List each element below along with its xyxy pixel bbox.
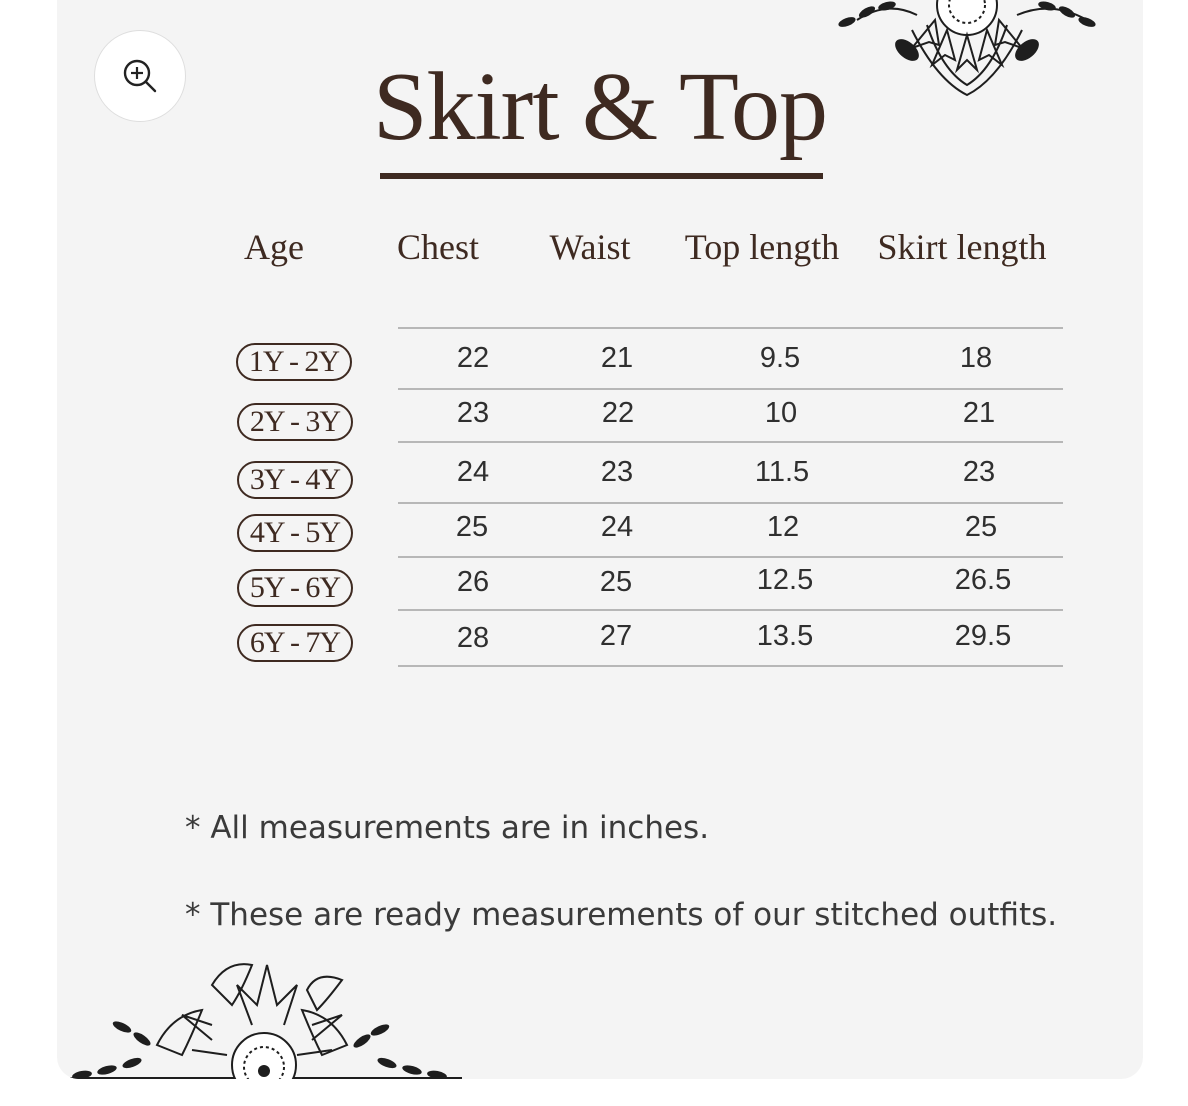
column-header-waist: Waist (549, 227, 631, 267)
table-cell-skirt-length: 26.5 (954, 564, 1012, 596)
table-cell-chest: 28 (456, 622, 490, 654)
table-cell-skirt-length: 29.5 (954, 620, 1012, 652)
table-rule (398, 327, 1063, 329)
table-rule (398, 556, 1063, 558)
table-rule (398, 388, 1063, 390)
age-pill: 5Y - 6Y (237, 569, 353, 607)
age-pill: 6Y - 7Y (237, 624, 353, 662)
table-cell-chest: 26 (456, 566, 490, 598)
table-cell-chest: 25 (455, 511, 489, 543)
table-cell-top-length: 12 (766, 511, 800, 543)
table-cell-top-length: 11.5 (754, 456, 810, 488)
table-cell-skirt-length: 18 (959, 342, 993, 374)
sunflower-decoration-icon (62, 955, 462, 1079)
note-ready-measurements: * These are ready measurements of our stitched outfits. (185, 897, 1058, 933)
table-rule (398, 665, 1063, 667)
table-cell-chest: 24 (456, 456, 490, 488)
table-cell-top-length: 13.5 (756, 620, 814, 652)
column-header-skirt-length: Skirt length (877, 227, 1047, 267)
table-cell-chest: 22 (456, 342, 490, 374)
table-cell-chest: 23 (456, 397, 490, 429)
age-pill: 4Y - 5Y (237, 514, 353, 552)
table-rule (398, 502, 1063, 504)
table-cell-waist: 27 (599, 620, 633, 652)
table-rule (398, 441, 1063, 443)
table-cell-skirt-length: 25 (964, 511, 998, 543)
table-cell-waist: 21 (600, 342, 634, 374)
column-header-chest: Chest (396, 227, 480, 267)
table-cell-skirt-length: 21 (962, 397, 996, 429)
age-pill: 1Y - 2Y (236, 343, 352, 381)
title-underline (380, 173, 823, 179)
table-cell-waist: 24 (600, 511, 634, 543)
age-pill: 2Y - 3Y (237, 403, 353, 441)
table-rule (398, 609, 1063, 611)
table-cell-top-length: 9.5 (759, 342, 801, 374)
age-pill: 3Y - 4Y (237, 461, 353, 499)
table-cell-top-length: 12.5 (756, 564, 814, 596)
table-cell-skirt-length: 23 (962, 456, 996, 488)
table-cell-waist: 22 (601, 397, 635, 429)
chart-title: Skirt & Top (372, 53, 828, 161)
table-cell-waist: 23 (600, 456, 634, 488)
column-header-top-length: Top length (684, 227, 840, 267)
table-cell-top-length: 10 (764, 397, 798, 429)
table-cell-waist: 25 (599, 566, 633, 598)
size-chart-card (57, 0, 1143, 1079)
note-units: * All measurements are in inches. (185, 810, 710, 846)
column-header-age: Age (244, 227, 304, 267)
